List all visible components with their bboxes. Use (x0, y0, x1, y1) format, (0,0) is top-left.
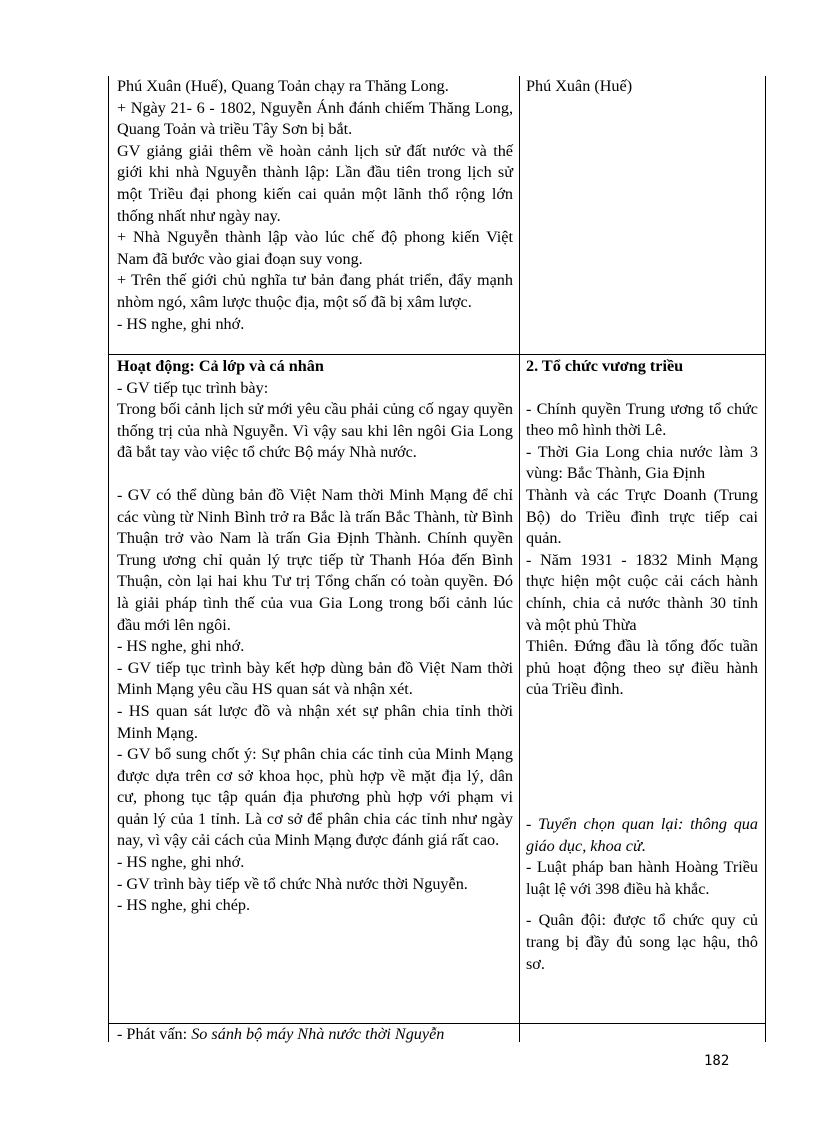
left-paragraph: - GV tiếp tục trình bày kết hợp dùng bản đồ Việt Nam thời Minh Mạng yêu cầu HS quan sát và nhận xét. (117, 658, 513, 699)
right-paragraph: Thiên. Đứng đầu là tổng đốc tuần phủ hoạt động theo sự điều hành của Triều đình. (526, 637, 758, 699)
section-heading: 2. Tổ chức vương triều (526, 357, 684, 375)
left-paragraph: - GV bổ sung chốt ý: Sự phân chia các tỉnh của Minh Mạng được dựa trên cơ sở khoa học, phù hợp về mặt địa lý, dân cư, phong tục tập quán địa phương phù hợp với phạm vi quản lý của 1 tỉnh. Là cơ sở để phân chia các tỉnh như ngày nay, vì vậy cải cách của Minh Mạng được đánh giá rất cao. (117, 745, 513, 850)
question-text: So sánh bộ máy Nhà nước thời Nguyễn (191, 1025, 445, 1043)
right-row-2 (526, 356, 758, 701)
left-paragraph: + Trên thế giới chủ nghĩa tư bản đang phát triển, đẩy mạnh nhòm ngó, xâm lược thuộc địa, một số đã bị xâm lược. (117, 271, 513, 311)
row-divider-1 (109, 354, 765, 355)
left-paragraph: + Nhà Nguyễn thành lập vào lúc chế độ phong kiến Việt Nam đã bước vào giai đoạn suy vong. (117, 228, 513, 268)
left-paragraph: Phú Xuân (Huế), Quang Toản chạy ra Thăng Long. (117, 77, 449, 95)
left-paragraph: - HS quan sát lược đồ và nhận xét sự phân chia tỉnh thời Minh Mạng. (117, 701, 513, 742)
column-divider (519, 76, 520, 1042)
left-paragraph: - GV trình bày tiếp về tổ chức Nhà nước thời Nguyễn. (117, 874, 468, 893)
left-paragraph: - GV tiếp tục trình bày: (117, 378, 269, 397)
activity-heading: Hoạt động: Cả lớp và cá nhân (117, 357, 324, 375)
right-paragraph: - Năm 1931 - 1832 Minh Mạng thực hiện một cuộc cải cách hành chính, chia cả nước thành 30 tỉnh và một phủ Thừa (526, 550, 758, 634)
lesson-table (108, 76, 766, 1042)
left-paragraph: - HS nghe, ghi chép. (117, 896, 251, 915)
right-paragraph: - Chính quyền Trung ương tổ chức theo mô hình thời Lê. (526, 399, 758, 440)
left-row-1 (117, 76, 513, 335)
left-paragraph: GV giảng giải thêm về hoàn cảnh lịch sử đất nước và thế giới khi nhà Nguyễn thành lập: Lần đầu tiên trong lịch sử một Triều đại phong kiến cai quản một lãnh thổ rộng lớn thống nhất như ngày nay. (117, 141, 513, 225)
page-number: 182 (704, 1053, 730, 1069)
left-paragraph: - GV có thể dùng bản đồ Việt Nam thời Minh Mạng để chỉ các vùng từ Ninh Bình trở ra Bắc là trấn Bắc Thành, từ Bình Thuận trở vào Nam là trấn Gia Định Thành. Chính quyền Trung ương chỉ quản lý trực tiếp từ Thanh Hóa đến Bình Thuận, còn lại hai khu Tư trị Tổng chấn có toàn quyền. Đó là giải pháp tình thế của vua Gia Long trong bối cảnh lúc đầu mới lên ngôi. (117, 485, 513, 634)
right-paragraph: Thành và các Trực Doanh (Trung Bộ) do Triều đình trực tiếp cai quản. (526, 485, 758, 548)
right-paragraph: - Thời Gia Long chia nước làm 3 vùng: Bắc Thành, Gia Định (526, 442, 758, 483)
right-paragraph: - Luật pháp ban hành Hoàng Triều luật lệ với 398 điều hà khắc. (526, 858, 758, 898)
left-paragraph: Trong bối cảnh lịch sử mới yêu cầu phải củng cố ngay quyền thống trị của nhà Nguyễn. Vì vậy sau khi lên ngôi Gia Long đã bắt tay vào việc tổ chức Bộ máy Nhà nước. (117, 400, 513, 462)
right-paragraph: - Quân đội: được tổ chức quy củ trang bị đầy đủ song lạc hậu, thô sơ. (526, 911, 758, 973)
left-row-3 (117, 1024, 513, 1046)
right-paragraph: - Tuyển chọn quan lại: thông qua giáo dục, khoa cử. (526, 815, 758, 855)
left-paragraph (117, 1024, 513, 1046)
left-paragraph: - HS nghe, ghi nhớ. (117, 853, 245, 872)
right-row-2b (526, 814, 758, 975)
left-paragraph: + Ngày 21- 6 - 1802, Nguyễn Ánh đánh chiếm Thăng Long, Quang Toản và triều Tây Sơn bị bắt. (117, 98, 513, 139)
left-row-2 (117, 356, 513, 917)
left-paragraph: - HS nghe, ghi nhớ. (117, 314, 245, 333)
question-prefix: - Phát vấn: (117, 1025, 192, 1043)
right-row-1 (526, 76, 758, 98)
right-paragraph: Phú Xuân (Huế) (526, 77, 633, 95)
left-paragraph: - HS nghe, ghi nhớ. (117, 637, 245, 656)
